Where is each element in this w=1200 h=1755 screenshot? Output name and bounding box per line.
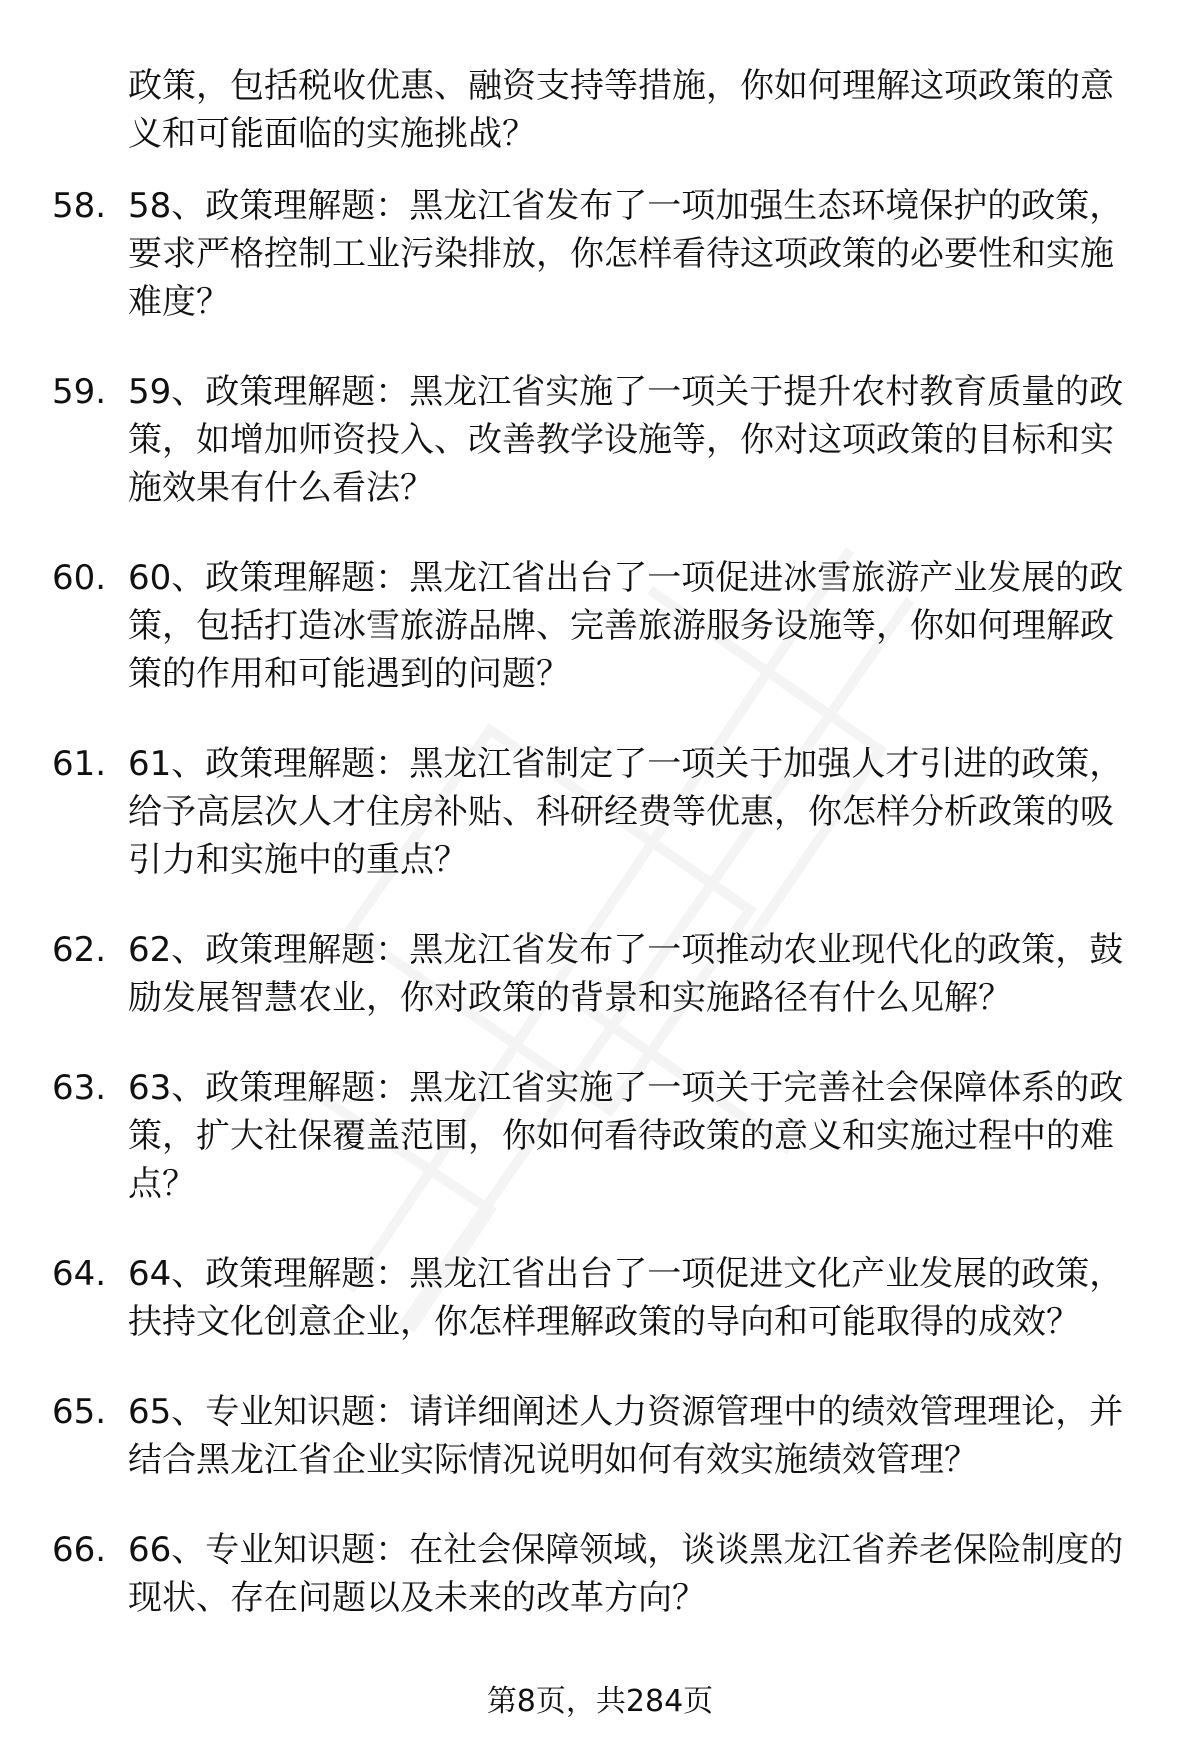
list-item (0, 740, 1200, 884)
list-item (0, 368, 1200, 512)
item-number: 65. (52, 1392, 107, 1432)
item-number: 58. (52, 186, 107, 226)
item-number: 59. (52, 372, 107, 412)
question-text: 62、政策理解题：黑龙江省发布了一项推动农业现代化的政策，鼓励发展智慧农业，你对政策的背景和实施路径有什么见解？ (128, 930, 1124, 1018)
list-item (0, 1388, 1200, 1484)
question-text: 64、政策理解题：黑龙江省出台了一项促进文化产业发展的政策，扶持文化创意企业，你怎样理解政策的导向和可能取得的成效？ (128, 1254, 1124, 1342)
question-text: 59、政策理解题：黑龙江省实施了一项关于提升农村教育质量的政策，如增加师资投入、改善教学设施等，你对这项政策的目标和实施效果有什么看法？ (128, 372, 1124, 508)
question-text: 61、政策理解题：黑龙江省制定了一项关于加强人才引进的政策，给予高层次人才住房补贴、科研经费等优惠，你怎样分析政策的吸引力和实施中的重点？ (128, 744, 1124, 880)
item-number: 62. (52, 930, 107, 970)
item-number: 66. (52, 1530, 107, 1570)
question-list (0, 182, 1200, 1664)
question-text: 58、政策理解题：黑龙江省发布了一项加强生态环境保护的政策，要求严格控制工业污染排放，你怎样看待这项政策的必要性和实施难度？ (128, 186, 1124, 322)
question-text: 60、政策理解题：黑龙江省出台了一项促进冰雪旅游产业发展的政策，包括打造冰雪旅游品牌、完善旅游服务设施等，你如何理解政策的作用和可能遇到的问题？ (128, 558, 1124, 694)
item-number: 61. (52, 744, 107, 784)
item-number: 64. (52, 1254, 107, 1294)
list-item (0, 1064, 1200, 1208)
page-footer: 第8页，共284页 (486, 1684, 714, 1719)
list-item (0, 926, 1200, 1022)
list-item (0, 554, 1200, 698)
question-text: 63、政策理解题：黑龙江省实施了一项关于完善社会保障体系的政策，扩大社保覆盖范围，你如何看待政策的意义和实施过程中的难点？ (128, 1068, 1124, 1204)
continuation-paragraph: 政策，包括税收优惠、融资支持等措施，你如何理解这项政策的意义和可能面临的实施挑战？ (128, 66, 1114, 154)
list-item (0, 1526, 1200, 1622)
item-number: 63. (52, 1068, 107, 1108)
list-item (0, 182, 1200, 326)
question-text: 65、专业知识题：请详细阐述人力资源管理中的绩效管理理论，并结合黑龙江省企业实际情况说明如何有效实施绩效管理？ (128, 1392, 1124, 1480)
item-number: 60. (52, 558, 107, 598)
question-text: 66、专业知识题：在社会保障领域，谈谈黑龙江省养老保险制度的现状、存在问题以及未来的改革方向？ (128, 1530, 1124, 1618)
list-item (0, 1250, 1200, 1346)
